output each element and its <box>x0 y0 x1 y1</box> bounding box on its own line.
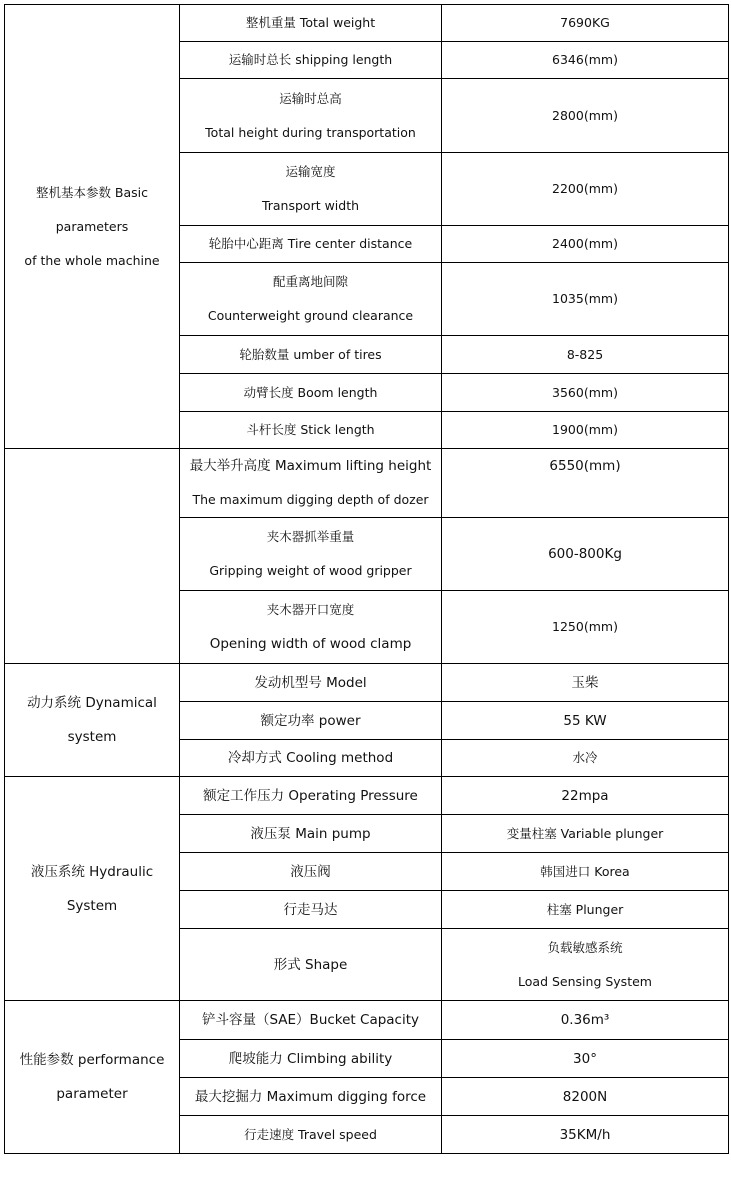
group-label-performance-parameter <box>5 1001 180 1154</box>
param-cell <box>180 702 442 740</box>
param-cell <box>180 412 442 449</box>
value-text: 8-825 <box>566 346 604 362</box>
param-cell <box>180 853 442 891</box>
param-cell <box>180 42 442 79</box>
param-text: 额定功率 power <box>260 712 361 729</box>
value-text: Load Sensing System <box>518 973 652 989</box>
value-cell <box>442 929 729 1001</box>
value-text: 负载敏感系统 <box>547 939 623 955</box>
value-cell <box>442 664 729 702</box>
param-cell <box>180 815 442 853</box>
value-cell <box>442 336 729 374</box>
value-text: 柱塞 Plunger <box>546 901 624 917</box>
param-text: 形式 Shape <box>273 956 348 973</box>
value-text: 1035(mm) <box>552 291 618 306</box>
param-text: 行走速度 Travel speed <box>244 1126 377 1142</box>
group-label-line: 性能参数 performance <box>19 1052 165 1068</box>
value-text: 变量柱塞 Variable plunger <box>506 825 664 841</box>
param-text: Gripping weight of wood gripper <box>209 563 412 578</box>
value-text: 2200(mm) <box>552 181 618 196</box>
param-cell <box>180 1001 442 1040</box>
value-cell <box>442 5 729 42</box>
value-text: 55 KW <box>563 712 607 729</box>
value-cell <box>442 518 729 591</box>
param-text: 发动机型号 Model <box>254 674 367 691</box>
value-cell <box>442 891 729 929</box>
value-cell <box>442 1116 729 1154</box>
table-row <box>5 5 729 42</box>
param-cell <box>180 449 442 518</box>
group-label-line: 整机基本参数 Basic parameters <box>35 184 149 234</box>
param-text: Transport width <box>261 198 360 213</box>
param-cell <box>180 374 442 412</box>
table-row <box>5 777 729 815</box>
group-label-line: parameter <box>56 1086 128 1102</box>
value-cell <box>442 263 729 336</box>
param-text: Opening width of wood clamp <box>209 636 412 652</box>
param-text: 动臂长度 Boom length <box>243 384 378 400</box>
value-cell <box>442 449 729 518</box>
param-text: Counterweight ground clearance <box>207 308 414 323</box>
value-text: 水冷 <box>572 750 598 765</box>
value-text: 韩国进口 Korea <box>540 863 630 879</box>
value-text: 2800(mm) <box>552 107 618 123</box>
param-cell <box>180 891 442 929</box>
value-cell <box>442 412 729 449</box>
group-label-line: 液压系统 Hydraulic System <box>30 863 154 914</box>
param-cell <box>180 226 442 263</box>
group-label-line: of the whole machine <box>24 252 160 268</box>
value-cell <box>442 1040 729 1078</box>
param-text: 配重离地间隙 <box>272 274 348 289</box>
value-text: 600-800Kg <box>548 546 622 562</box>
param-cell <box>180 777 442 815</box>
value-cell <box>442 42 729 79</box>
value-text: 30° <box>573 1050 597 1067</box>
value-text: 2400(mm) <box>552 236 618 251</box>
param-cell <box>180 1116 442 1154</box>
table-row <box>5 1001 729 1040</box>
value-cell <box>442 853 729 891</box>
spec-table <box>4 4 729 1154</box>
param-text: 整机重量 Total weight <box>245 15 376 30</box>
param-text: 最大挖掘力 Maximum digging force <box>194 1088 427 1105</box>
param-cell <box>180 153 442 226</box>
param-text: 铲斗容量（SAE）Bucket Capacity <box>201 1012 420 1028</box>
param-text: 运输时总长 shipping length <box>228 52 393 67</box>
value-cell <box>442 777 729 815</box>
value-cell <box>442 1001 729 1040</box>
value-cell <box>442 79 729 153</box>
param-text: 轮胎中心距离 Tire center distance <box>208 236 413 251</box>
group-label-empty <box>5 449 180 664</box>
value-text: 35KM/h <box>559 1126 611 1143</box>
value-text: 22mpa <box>561 787 609 804</box>
param-text: 夹木器开口宽度 <box>266 602 355 617</box>
group-label-dynamical-system <box>5 664 180 777</box>
param-text: 轮胎数量 umber of tires <box>239 346 382 362</box>
param-text: 运输时总高 <box>279 90 342 106</box>
param-cell <box>180 263 442 336</box>
param-cell <box>180 79 442 153</box>
value-text: 6550(mm) <box>549 458 621 474</box>
param-text: 行走马达 <box>283 901 338 918</box>
value-cell <box>442 374 729 412</box>
value-text: 1900(mm) <box>552 422 618 437</box>
param-text: 夹木器抓举重量 <box>266 529 355 544</box>
value-text: 0.36m³ <box>560 1012 610 1028</box>
value-text: 3560(mm) <box>552 384 618 400</box>
param-text: 液压阀 <box>290 863 331 880</box>
param-text: 额定工作压力 Operating Pressure <box>203 787 418 804</box>
param-cell <box>180 664 442 702</box>
group-label-line: 动力系统 Dynamical system <box>27 695 157 745</box>
param-text: 爬坡能力 Climbing ability <box>228 1050 393 1067</box>
param-text: Total height during transportation <box>205 124 416 140</box>
value-cell <box>442 702 729 740</box>
value-text: 8200N <box>562 1088 608 1105</box>
value-cell <box>442 226 729 263</box>
value-text: 1250(mm) <box>552 619 618 634</box>
value-cell <box>442 591 729 664</box>
value-text: 7690KG <box>560 15 610 30</box>
param-cell <box>180 740 442 777</box>
value-cell <box>442 740 729 777</box>
param-cell <box>180 336 442 374</box>
value-cell <box>442 1078 729 1116</box>
param-cell <box>180 1078 442 1116</box>
value-text: 6346(mm) <box>552 52 618 67</box>
param-text: 液压泵 Main pump <box>250 825 371 842</box>
param-cell <box>180 1040 442 1078</box>
param-text: 最大举升高度 Maximum lifting height <box>189 458 432 474</box>
group-label-hydraulic-system <box>5 777 180 1001</box>
value-cell <box>442 815 729 853</box>
value-text: 玉柴 <box>571 674 599 691</box>
table-row <box>5 449 729 518</box>
table-row <box>5 664 729 702</box>
group-label-basic-parameters <box>5 5 180 449</box>
param-text: 运输宽度 <box>285 164 336 179</box>
param-text: 斗杆长度 Stick length <box>246 422 375 437</box>
param-cell <box>180 591 442 664</box>
value-cell <box>442 153 729 226</box>
param-cell <box>180 5 442 42</box>
param-text: The maximum digging depth of dozer <box>192 492 429 507</box>
param-cell <box>180 929 442 1001</box>
param-text: 冷却方式 Cooling method <box>227 750 394 766</box>
param-cell <box>180 518 442 591</box>
